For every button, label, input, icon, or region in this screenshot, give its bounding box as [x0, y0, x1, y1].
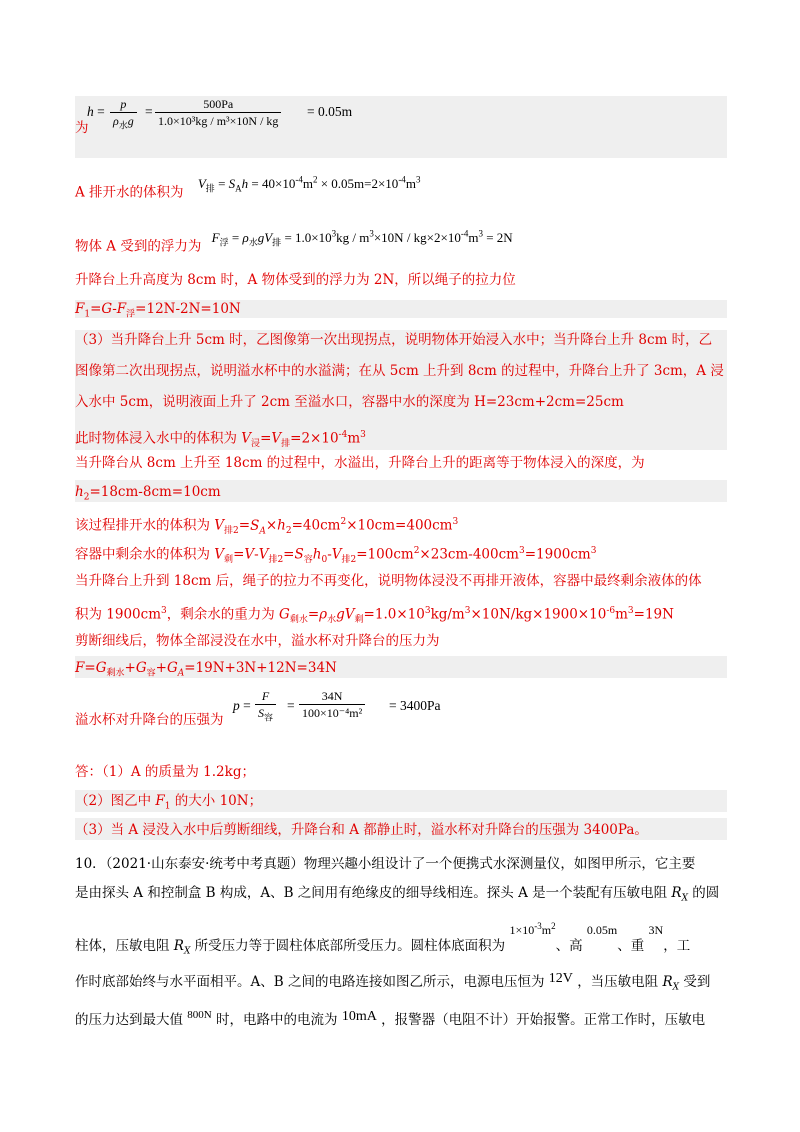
text-line: 容器中剩余水的体积为 $V_剩=V-V_{排2}=S_容h_0-V_{排2}=100cm^2\times 23cm-400cm^3=1900cm^3$	[75, 546, 597, 566]
text-line: $h_2=18cm-8cm=10cm$	[75, 484, 221, 503]
force-value: 800N	[187, 1009, 212, 1021]
text-line: 升降台上升高度为 8cm 时，A 物体受到的浮力为 2N，所以绳子的拉力位	[75, 272, 516, 288]
label-text: 物体 A 受到的浮力为	[75, 238, 202, 255]
answer-line: 答：（1）A 的质量为 1.2kg；	[75, 764, 255, 780]
text-line: A 排开水的体积为 $V_排 = S_Ah = 40\times 10^{-4}m^2 \times 0.05m=2\times 10^{-4}m^3$	[75, 175, 421, 201]
text-fragment: 、重	[617, 938, 645, 954]
text-line: 图像第二次出现拐点，说明溢水杯中的水溢满；在从 5cm 上升到 8cm 的过程中，升降台上升了 3cm，A 浸	[75, 363, 724, 379]
question-line: 是由探头 A 和控制盒 B 构成，A、B 之间用有绝缘皮的细导线相连。探头 A 是一个装配有压敏电阻 $R_X$ 的圆	[75, 885, 720, 904]
weight-value: 3N	[648, 923, 664, 937]
current-value: 10mA	[341, 1009, 377, 1024]
question-line	[75, 1010, 705, 1031]
label-text: A 排开水的体积为	[75, 184, 184, 201]
text-fragment: 时，电路中的电流为	[216, 1012, 338, 1028]
text-fragment: 作时底部始终与水平面相平。A、B 之间的电路连接如图乙所示，电源电压恒为	[75, 974, 545, 990]
depth-denominator: 1.0×10³kg / m³×10N / kg	[158, 114, 279, 128]
text-line: 剪断细线后，物体全部浸没在水中，溢水杯对升降台的压力为	[75, 633, 440, 649]
pressure-result: = 3400Pa	[389, 698, 441, 713]
text-fragment: 的压力达到最大值	[75, 1012, 183, 1028]
question-line: 10．（2021·山东泰安·统考中考真题）物理兴趣小组设计了一个便携式水深测量仪，如图甲所示，它主要	[75, 856, 696, 872]
document-page: h = p $\rho_水g$ = $\frac{500Pa}{\text{1.0×10³kg / m³×10N / kg}}$ = 0.05m 为 A 排开水的体积为 $V_排 = S_Ah = 40\times 10^{-4}m^2 \times 0.05m=2\times 10^{-4}m^3$ 物体 A 受到的浮力为 $F_浮 = \rho_水gV_排 = 1.0\times 10^3kg / m^3\times 10N / kg\times 2\times 10^{-4}m^3 = 2N$ 升降台上升高度为 8cm 时，A 物体受到的浮力为 2N，所以绳子的拉力位 $F_1=G-F_浮=12N-2N=10N$ （3）当升降台上升 5cm 时，乙图像第一次出现拐点，说明物体开始浸入水中；当升降台上升 8cm 时，乙 图像第二次出现拐点，说明溢水杯中的水溢满；在从 5cm 上升到 8cm 的过程中，升降台上升了 3cm，A 浸 入水中 5cm，说明液面上升了 2cm 至溢水口，容器中水的深度为 H=23cm+2cm=25cm 此时物体浸入水中的体积为 $V_浸=V_排=2\times 10^{-4}m^3$ 当升降台从 8cm 上升至 18cm 的过程中，水溢出，升降台上升的距离等于物体浸入的深度，为 $h_2=18cm-8cm=10cm$ 该过程排开水的体积为 $V_{排2}=S_A\times h_2=40cm^2\times 10cm=400cm^3$ 容器中剩余水的体积为 $V_剩=V-V_{排2}=S_容h_0-V_{排2}=100cm^2\times 23cm-400cm^3=1900cm^3$ 当升降台上升到 18cm 后，绳子的拉力不再变化，说明物体浸没不再排开液体，容器中最终剩余液体的体 积为 $1900cm^3$，剩余水的重力为 $G_{剩水}=\rho_水gV_剩=1.0\times 10^3kg/m^3\times 10N/kg\times 1900\times 10^{-6}m^3=19N$ 剪断细线后，物体全部浸没在水中，溢水杯对升降台的压力为 $F=G_{剩水}+G_容+G_A=19N+3N+12N=34N$ 溢水杯对升降台的压强为 p = F $S_容$ = $\frac{34N}{\text{100×10⁻⁴m²}}$ = 3400Pa 答：（1）A 的质量为 1.2kg； （2）图乙中 $F_1$ 的大小 10N； （3）当 A 浸没入水中后剪断细线，升降台和 A 都静止时，溢水杯对升降台的压强为 3400Pa。 10．（2021·山东泰安·统考中考真题）物理兴趣小组设计了一个便携式水深测量仪，如图甲所示，它主要 是由探头 A 和控制盒 B 构成，A、B 之间用有绝缘皮的细导线相连。探头 A 是一个装配有压敏电阻 $R_X$ 的圆 柱体，压敏电阻 $R_X$ 所受压力等于圆柱体底部所受压力。圆柱体底面积为 $1\times 10^{-3}m^2$、高 0.05m、重 3N，工 作时底部始终与水平面相平。A、B 之间的电路连接如图乙所示，电源电压恒为 12V ，当压敏电阻 $R_X$ 受到 的压力达到最大值 $^{800N}$ 时，电路中的电流为 10mA ，报警器（电阻不计）开始报警。正常工作时，压敏电	[0, 0, 800, 1132]
text-line: $F_1=G-F_浮=12N-2N=10N$	[75, 301, 241, 320]
height-value: 0.05m	[586, 923, 618, 937]
pressure-numerator: 34N	[299, 688, 365, 705]
depth-result: = 0.05m	[307, 104, 353, 119]
text-line: 积为 $1900cm^3$，剩余水的重力为 $G_{剩水}=\rho_水gV_剩=1.0\times 10^3kg/m^3\times 10N/kg\times 1900\times 10^{-6}m^3=19N$	[75, 606, 674, 626]
text-line: 入水中 5cm，说明液面上升了 2cm 至溢水口，容器中水的深度为 H=23cm+2cm=25cm	[75, 394, 624, 410]
text-fragment: 、高	[555, 938, 583, 954]
text-fragment: ，报警器（电阻不计）开始报警。正常工作时，压敏电	[381, 1012, 706, 1028]
text-line: 该过程排开水的体积为 $V_{排2}=S_A\times h_2=40cm^2\times 10cm=400cm^3$	[75, 517, 459, 537]
label-text: 溢水杯对升降台的压强为	[75, 712, 224, 728]
text-line: 当升降台上升到 18cm 后，绳子的拉力不再变化，说明物体浸没不再排开液体，容器中最终剩余液体的体	[75, 573, 702, 589]
text-line: 为	[75, 120, 89, 136]
voltage-value: 12V	[548, 971, 573, 986]
text-line: $F=G_{剩水}+G_容+G_A=19N+3N+12N=34N$	[75, 660, 337, 679]
text-fragment: ，工	[663, 938, 691, 954]
question-line: 柱体，压敏电阻 $R_X$ 所受压力等于圆柱体底部所受压力。圆柱体底面积为 $1\times 10^{-3}m^2$、高 0.05m、重 3N，工	[75, 921, 691, 957]
question-line: 作时底部始终与水平面相平。A、B 之间的电路连接如图乙所示，电源电压恒为 12V ，当压敏电阻 $R_X$ 受到	[75, 971, 711, 993]
answer-line: （2）图乙中 $F_1$ 的大小 10N；	[75, 793, 263, 812]
text-line: （3）当升降台上升 5cm 时，乙图像第一次出现拐点，说明物体开始浸入水中；当升降台上升 8cm 时，乙	[75, 332, 713, 348]
text-line: 物体 A 受到的浮力为 $F_浮 = \rho_水gV_排 = 1.0\times 10^3kg / m^3\times 10N / kg\times 2\times 10^{-4}m^3 = 2N$	[75, 229, 513, 255]
text-line: 此时物体浸入水中的体积为 $V_浸=V_排=2\times 10^{-4}m^3$	[75, 430, 366, 450]
pressure-denominator: 100×10⁻⁴m²	[302, 706, 363, 720]
depth-numerator: 500Pa	[155, 96, 281, 113]
text-line: 当升降台从 8cm 上升至 18cm 的过程中，水溢出，升降台上升的距离等于物体浸入的深度，为	[75, 455, 645, 471]
answer-line: （3）当 A 浸没入水中后剪断细线，升降台和 A 都静止时，溢水杯对升降台的压强为 3400Pa。	[75, 822, 648, 838]
